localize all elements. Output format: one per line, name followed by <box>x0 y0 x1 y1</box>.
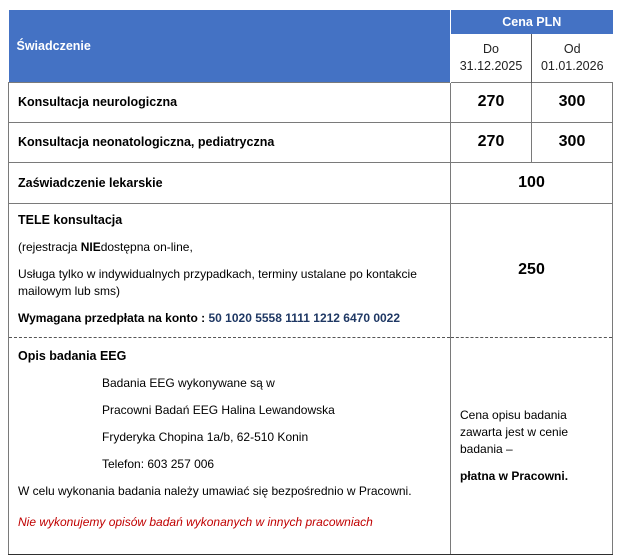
date-old-label: Do <box>483 41 499 56</box>
tele-registration-note: (rejestracja NIEdostępna on-line, <box>18 239 193 254</box>
eeg-line: Badania EEG wykonywane są w <box>102 375 275 390</box>
price-single: 100 <box>451 162 613 203</box>
service-header: Świadczenie <box>9 10 451 82</box>
price-table <box>8 10 613 555</box>
price-old: 270 <box>451 122 532 162</box>
eeg-phone: Telefon: 603 257 006 <box>102 456 215 471</box>
service-name: Zaświadczenie lekarskie <box>9 162 451 203</box>
date-new-value: 01.01.2026 <box>540 58 604 73</box>
eeg-warning: Nie wykonujemy opisów badań wykonanych w innych pracowniach <box>18 514 373 529</box>
tele-payment: Wymagana przedpłata na konto : 50 1020 5558 1111 1212 6470 0022 <box>18 310 401 325</box>
date-column-old <box>451 34 532 82</box>
eeg-title: Opis badania EEG <box>18 348 127 363</box>
price-header: Cena PLN <box>451 10 613 34</box>
tele-title: TELE konsultacja <box>18 212 123 227</box>
eeg-description <box>9 337 451 554</box>
eeg-line: Pracowni Badań EEG Halina Lewandowska <box>102 402 335 417</box>
service-name: Konsultacja neurologiczna <box>9 82 451 122</box>
service-name: Konsultacja neonatologiczna, pediatryczna <box>9 122 451 162</box>
tele-price: 250 <box>451 203 613 337</box>
eeg-price-text: Cena opisu badania zawarta jest w cenie badania – <box>460 407 569 456</box>
eeg-line: Fryderyka Chopina 1a/b, 62-510 Konin <box>102 429 309 444</box>
account-number: 50 1020 5558 1111 1212 6470 0022 <box>208 310 401 325</box>
date-old-value: 31.12.2025 <box>459 58 523 73</box>
date-new-label: Od <box>563 41 581 56</box>
table-row <box>9 82 613 122</box>
date-column-new <box>532 34 613 82</box>
tele-description <box>9 203 451 337</box>
tele-info: Usługa tylko w indywidualnych przypadkach, terminy ustalane po kontakcie mailowym lub sms) <box>18 266 417 298</box>
price-new: 300 <box>532 82 613 122</box>
eeg-info: W celu wykonania badania należy umawiać się bezpośrednio w Pracowni. <box>18 483 412 498</box>
table-row <box>9 122 613 162</box>
tele-row <box>9 203 613 337</box>
eeg-price-bold: płatna w Pracowni. <box>460 468 569 483</box>
price-new: 300 <box>532 122 613 162</box>
eeg-price-note <box>451 337 613 554</box>
eeg-row <box>9 337 613 554</box>
table-row <box>9 162 613 203</box>
price-old: 270 <box>451 82 532 122</box>
